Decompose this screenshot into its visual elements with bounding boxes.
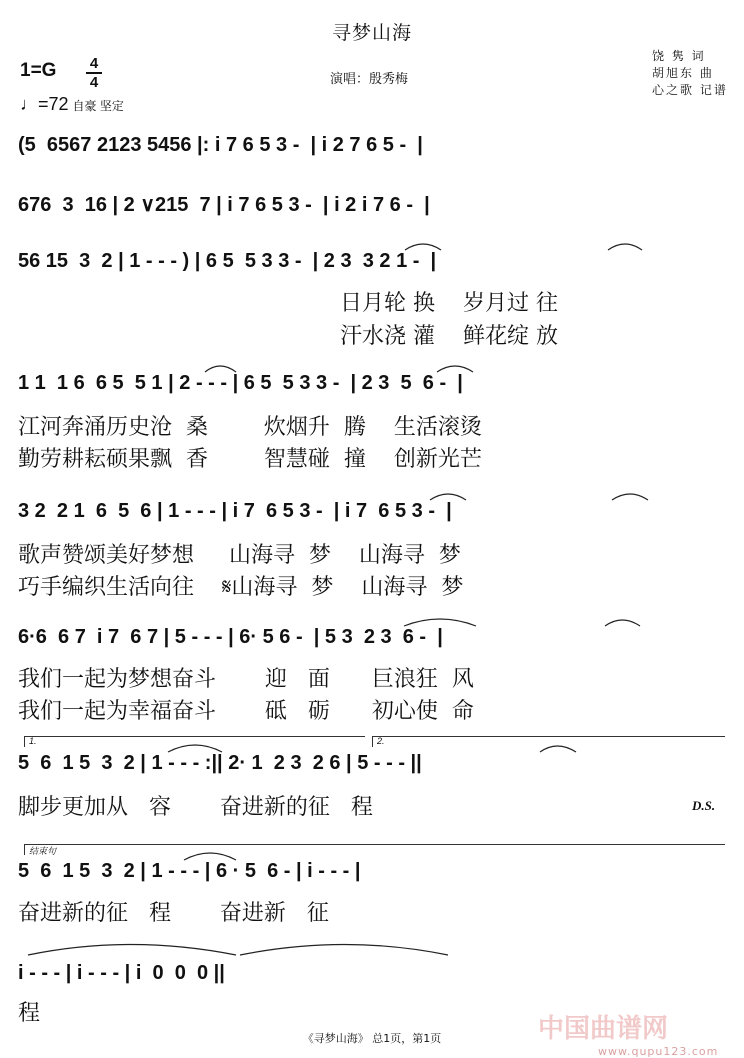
lyricist-credit: 饶 隽 词 xyxy=(652,49,706,63)
score-row-3-lyric-2: 汗水浇 灌 鲜花绽 放 xyxy=(340,324,558,349)
time-signature-top: 4 xyxy=(89,55,99,72)
slur-arc xyxy=(205,366,236,372)
watermark-logo xyxy=(538,1008,718,1058)
dal-segno-marking: D.S. xyxy=(692,798,716,813)
score-row-5-lyric-2: 巧手编织生活向往 𝄋山海寻 梦 山海寻 梦 xyxy=(18,575,464,600)
score-row-7-lyric-1: 脚步更加从 容 奋进新的征 程 xyxy=(18,795,373,820)
coda-label: 结束句 xyxy=(29,846,57,856)
song-title: 寻梦山海 xyxy=(331,22,412,44)
singer-credit: 演唱：殷秀梅 xyxy=(330,72,409,87)
slur-arc xyxy=(612,494,648,500)
score-row-3-notes: 56 15 3 2 | 1 - - - ) | 6 5 5 3 3 - | 2 3 3 2 1 - | xyxy=(18,250,437,272)
score-row-8-notes: 5 6 1 5 3 2 | 1 - - - | 6 · 5 6 - | i - - - | xyxy=(18,860,361,882)
slur-arc xyxy=(437,366,473,372)
score-row-4-notes: 1 1 1 6 6 5 5 1 | 2 - - - | 6 5 5 3 3 - | 2 3 5 6 - | xyxy=(18,372,463,394)
score-row-9-notes: i - - - | i - - - | i 0 0 0 || xyxy=(18,962,225,984)
slur-arc xyxy=(605,620,640,626)
score-row-5-lyric-1: 歌声赞颂美好梦想 山海寻 梦 山海寻 梦 xyxy=(18,543,461,568)
score-row-2-notes: 676 3 16 | 2 ∨215 7 | i 7 6 5 3 - | i 2 i 7 6 - | xyxy=(18,194,430,216)
slur-arc xyxy=(405,244,441,250)
score-row-7-notes: 5 6 1 5 3 2 | 1 - - - :|| 2· 1 2 3 2 6 | 5 - - - || xyxy=(18,752,422,774)
slur-arc xyxy=(28,945,236,956)
slur-arc xyxy=(240,945,448,956)
score-row-8-lyric-1: 奋进新的征 程 奋进新 征 xyxy=(18,901,329,926)
score-row-3-lyric-1: 日月轮 换 岁月过 往 xyxy=(340,291,558,316)
score-row-4-lyric-1: 江河奔涌历史沧 桑 炊烟升 腾 生活滚烫 xyxy=(18,415,482,440)
score-row-6-lyric-1: 我们一起为梦想奋斗 迎 面 巨浪狂 风 xyxy=(18,667,474,692)
transcriber-credit: 心之歌 记谱 xyxy=(652,83,728,97)
watermark-name: 中国曲谱网 xyxy=(538,1014,669,1044)
key-signature: 1=G xyxy=(20,60,57,81)
composer-credit: 胡旭东 曲 xyxy=(652,66,714,80)
score-row-6-notes: 6·6 6 7 i 7 6 7 | 5 - - - | 6· 5 6 - | 5 3 2 3 6 - | xyxy=(18,626,443,648)
score-row-9-lyric-1: 程 xyxy=(18,1001,41,1026)
volta-1-label: 1. xyxy=(29,736,37,746)
watermark-url: www.qupu123.com xyxy=(598,1045,719,1058)
page-footer: 《寻梦山海》 总1页，第1页 xyxy=(302,1032,442,1045)
score-row-5-notes: 3 2 2 1 6 5 6 | 1 - - - | i 7 6 5 3 - | i 7 6 5 3 - | xyxy=(18,500,452,522)
slur-arc xyxy=(608,244,642,250)
tempo-value: ♩=72 xyxy=(20,94,69,114)
score-row-6-lyric-2: 我们一起为幸福奋斗 砥 砺 初心使 命 xyxy=(18,699,474,724)
slur-arc xyxy=(184,853,236,860)
time-signature-bottom: 4 xyxy=(89,74,99,91)
tempo-mood: 自豪 坚定 xyxy=(72,99,124,113)
volta-2-label: 2. xyxy=(377,736,385,746)
slur-arc xyxy=(168,745,222,752)
score-row-1-notes: (5 6567 2123 5456 |: i 7 6 5 3 - | i 2 7 6 5 - | xyxy=(18,134,423,156)
slur-arc xyxy=(404,619,476,626)
score-row-4-lyric-2: 勤劳耕耘硕果飘 香 智慧碰 撞 创新光芒 xyxy=(18,447,482,472)
slur-arc xyxy=(540,746,576,752)
slur-arc xyxy=(430,494,466,500)
